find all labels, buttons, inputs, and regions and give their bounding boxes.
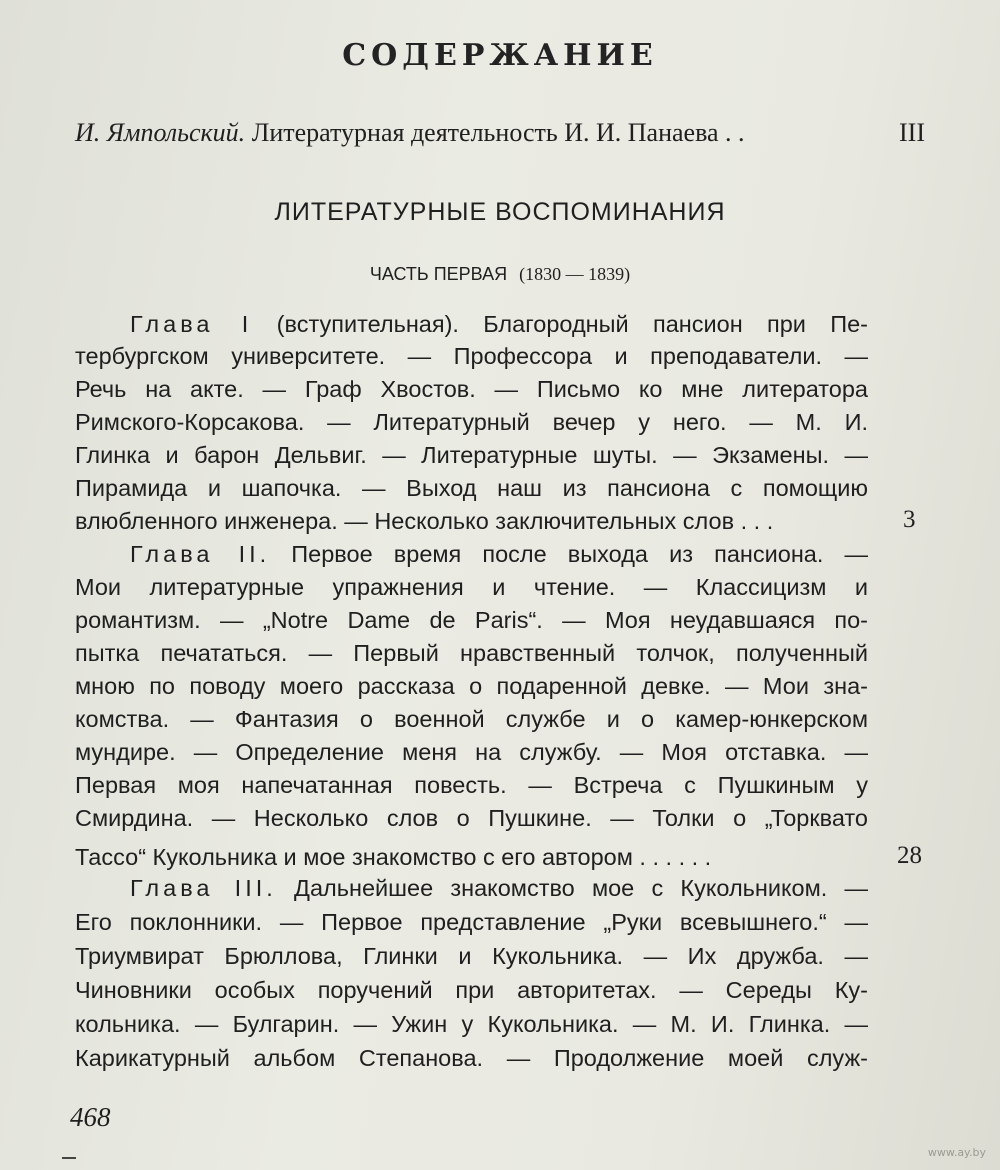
toc-line: мною по поводу моего рассказа о подаренной девке. — Мои зна- [75, 673, 868, 699]
printer-mark [62, 1157, 76, 1159]
intro-page-number: III [899, 118, 925, 147]
toc-line: кольника. — Булгарин. — Ужин у Кукольника. — М. И. Глинка. — [75, 1011, 868, 1037]
toc-line: Речь на акте. — Граф Хвостов. — Письмо ко мне литератора [75, 376, 868, 402]
toc-line: Римского-Корсакова. — Литературный вечер у него. — М. И. [75, 409, 868, 435]
chapter-name: Глава II. [130, 541, 271, 567]
toc-line: влюбленного инженера. — Несколько заключительных слов . . . [75, 508, 774, 534]
toc-line: Глава II. Первое время после выхода из пансиона. — [130, 541, 869, 567]
toc-line: Глинка и барон Дельвиг. — Литературные шуты. — Экзамены. — [75, 442, 868, 468]
toc-line: мундире. — Определение меня на службу. — Моя отставка. — [75, 739, 868, 765]
toc-line: комства. — Фантазия о военной службе и о камер-юнкерском [75, 706, 868, 732]
toc-line: тербургском университете. — Профессора и преподаватели. — [75, 343, 868, 369]
part-years: (1830 — 1839) [519, 264, 631, 284]
watermark: www.ay.by [927, 1146, 986, 1159]
page-title: СОДЕРЖАНИЕ [342, 38, 658, 73]
toc-line: Глава I (вступительная). Благородный пансион при Пе- [130, 311, 869, 337]
part-label: ЧАСТЬ ПЕРВАЯ [369, 264, 508, 284]
toc-line: Тассо“ Кукольника и мое знакомство с его автором . . . . . . [75, 844, 712, 870]
folio-page-number: 468 [70, 1102, 111, 1132]
toc-line: романтизм. — „Notre Dame de Paris“. — Моя неудавшаяся по- [75, 607, 868, 633]
chapter-1-page-number: 3 [903, 506, 916, 533]
chapter-name: Глава I [130, 311, 253, 337]
intro-text: Литературная деятельность И. И. Панаева . . [251, 118, 745, 147]
toc-line: Триумвират Брюллова, Глинки и Кукольника. — Их дружба. — [75, 943, 868, 969]
intro-entry[interactable] [75, 118, 925, 148]
section-title: ЛИТЕРАТУРНЫЕ ВОСПОМИНАНИЯ [274, 198, 726, 226]
toc-line: Чиновники особых поручений при авторитетах. — Середы Ку- [75, 977, 868, 1003]
part-title [0, 264, 1000, 285]
chapter-2-page-number: 28 [897, 842, 922, 869]
toc-line: пытка печататься. — Первый нравственный толчок, полученный [75, 640, 868, 666]
toc-line: Карикатурный альбом Степанова. — Продолжение моей служ- [75, 1045, 868, 1071]
toc-line: Глава III. Дальнейшее знакомство мое с Кукольником. — [130, 875, 869, 901]
toc-line: Пирамида и шапочка. — Выход наш из пансиона с помощию [75, 475, 868, 501]
toc-line: Мои литературные упражнения и чтение. — Классицизм и [75, 574, 868, 600]
toc-line: Его поклонники. — Первое представление „Руки всевышнего.“ — [75, 909, 868, 935]
toc-line: Первая моя напечатанная повесть. — Встреча с Пушкиным у [75, 772, 868, 798]
toc-line: Смирдина. — Несколько слов о Пушкине. — Толки о „Торквато [75, 805, 868, 831]
intro-author: И. Ямпольский. [75, 118, 246, 147]
chapter-name: Глава III. [130, 875, 277, 901]
